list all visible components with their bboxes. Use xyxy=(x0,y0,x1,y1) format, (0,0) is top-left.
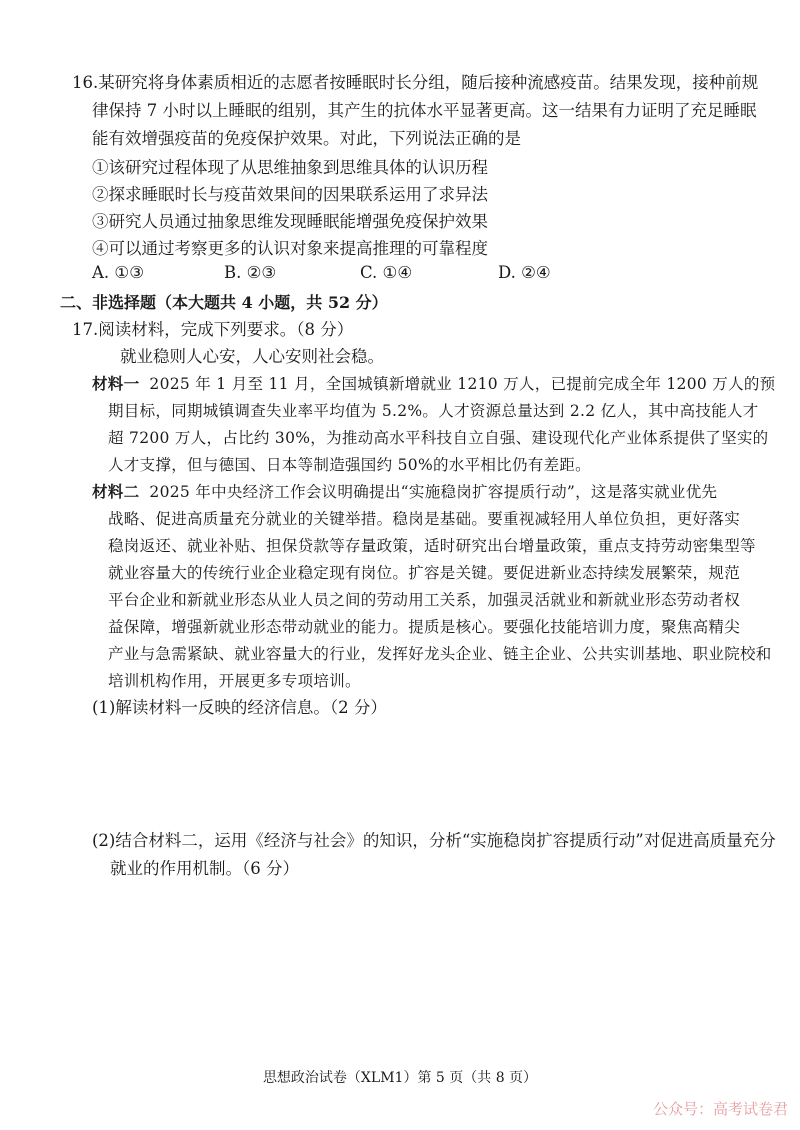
material1-line-3: 超 7200 万人，占比约 30%，为推动高水平科技自立自强、建设现代化产业体系提供了坚实的 xyxy=(108,429,769,447)
q17-sub1: (1)解读材料一反映的经济信息。（2 分） xyxy=(92,698,387,717)
choice-c: C. ①④ xyxy=(360,263,413,282)
q17-sub2-line-2: 就业的作用机制。（6 分） xyxy=(110,859,299,878)
watermark: 公众号：高考试卷君 xyxy=(652,1100,788,1118)
q16-stem-line-2: 律保持 7 小时以上睡眠的组别，其产生的抗体水平显著更高。这一结果有力证明了充足睡眠 xyxy=(92,101,757,120)
q17-quote: 就业稳则人心安，人心安则社会稳。 xyxy=(120,347,384,366)
material2-line-5: 平台企业和新就业形态从业人员之间的劳动用工关系，加强灵活就业和新就业形态劳动者权 xyxy=(108,591,741,609)
material1-label: 材料一 xyxy=(92,374,140,393)
page-footer: 思想政治试卷（XLM1）第 5 页（共 8 页） xyxy=(262,1070,538,1086)
material2-line-4: 就业容量大的传统行业企业稳定现有岗位。扩容是关键。要促进新业态持续发展繁荣，规范 xyxy=(108,564,741,582)
choice-a: A. ①③ xyxy=(92,263,144,282)
material2-line-8: 培训机构作用，开展更多专项培训。 xyxy=(108,672,361,690)
q16-statement-3: ③研究人员通过抽象思维发现睡眠能增强免疫保护效果 xyxy=(92,212,488,231)
q16-stem-line-3: 能有效增强疫苗的免疫保护效果。对此，下列说法正确的是 xyxy=(92,129,521,148)
material2-line-6: 益保障，增强新就业形态带动就业的能力。提质是核心。要强化技能培训力度，聚焦高精尖 xyxy=(108,618,741,636)
q16-statement-2: ②探求睡眠时长与疫苗效果间的因果联系运用了求异法 xyxy=(92,185,488,204)
material1-line-4: 人才支撑，但与德国、日本等制造强国约 50%的水平相比仍有差距。 xyxy=(108,456,591,474)
q16-choices xyxy=(92,262,592,284)
choice-d: D. ②④ xyxy=(498,263,551,282)
q17-sub2-line-1: (2)结合材料二，运用《经济与社会》的知识，分析“实施稳岗扩容提质行动”对促进高质量充分 xyxy=(92,831,776,850)
material2-line-2: 战略、促进高质量充分就业的关键举措。稳岗是基础。要重视减轻用人单位负担，更好落实 xyxy=(108,510,741,528)
choice-b: B. ②③ xyxy=(224,263,277,282)
material2-line-7: 产业与急需紧缺、就业容量大的行业，发挥好龙头企业、链主企业、公共实训基地、职业院校和 xyxy=(108,645,772,663)
material1-line-1 xyxy=(92,373,775,395)
material1-line-2: 期目标，同期城镇调查失业率平均值为 5.2%。人才资源总量达到 2.2 亿人，其中高技能人才 xyxy=(108,402,759,420)
q17-title: 17.阅读材料，完成下列要求。（8 分） xyxy=(72,320,354,339)
q16-statement-4: ④可以通过考察更多的认识对象来提高推理的可靠程度 xyxy=(92,239,488,258)
material2-label: 材料二 xyxy=(92,482,140,501)
section-heading: 二、非选择题（本大题共 4 小题，共 52 分） xyxy=(60,293,388,312)
material2-text-1: 2025 年中央经济工作会议明确提出“实施稳岗扩容提质行动”，这是落实就业优先 xyxy=(149,483,718,501)
material2-line-1 xyxy=(92,481,717,503)
material2-line-3: 稳岗返还、就业补贴、担保贷款等存量政策，适时研究出台增量政策，重点支持劳动密集型等 xyxy=(108,537,756,555)
material1-text-1: 2025 年 1 月至 11 月，全国城镇新增就业 1210 万人，已提前完成全年 1200 万人的预 xyxy=(149,375,776,393)
q16-statement-1: ①该研究过程体现了从思维抽象到思维具体的认识历程 xyxy=(92,158,488,177)
q16-stem-line-1: 16.某研究将身体素质相近的志愿者按睡眠时长分组，随后接种流感疫苗。结果发现，接种前规 xyxy=(72,73,759,92)
